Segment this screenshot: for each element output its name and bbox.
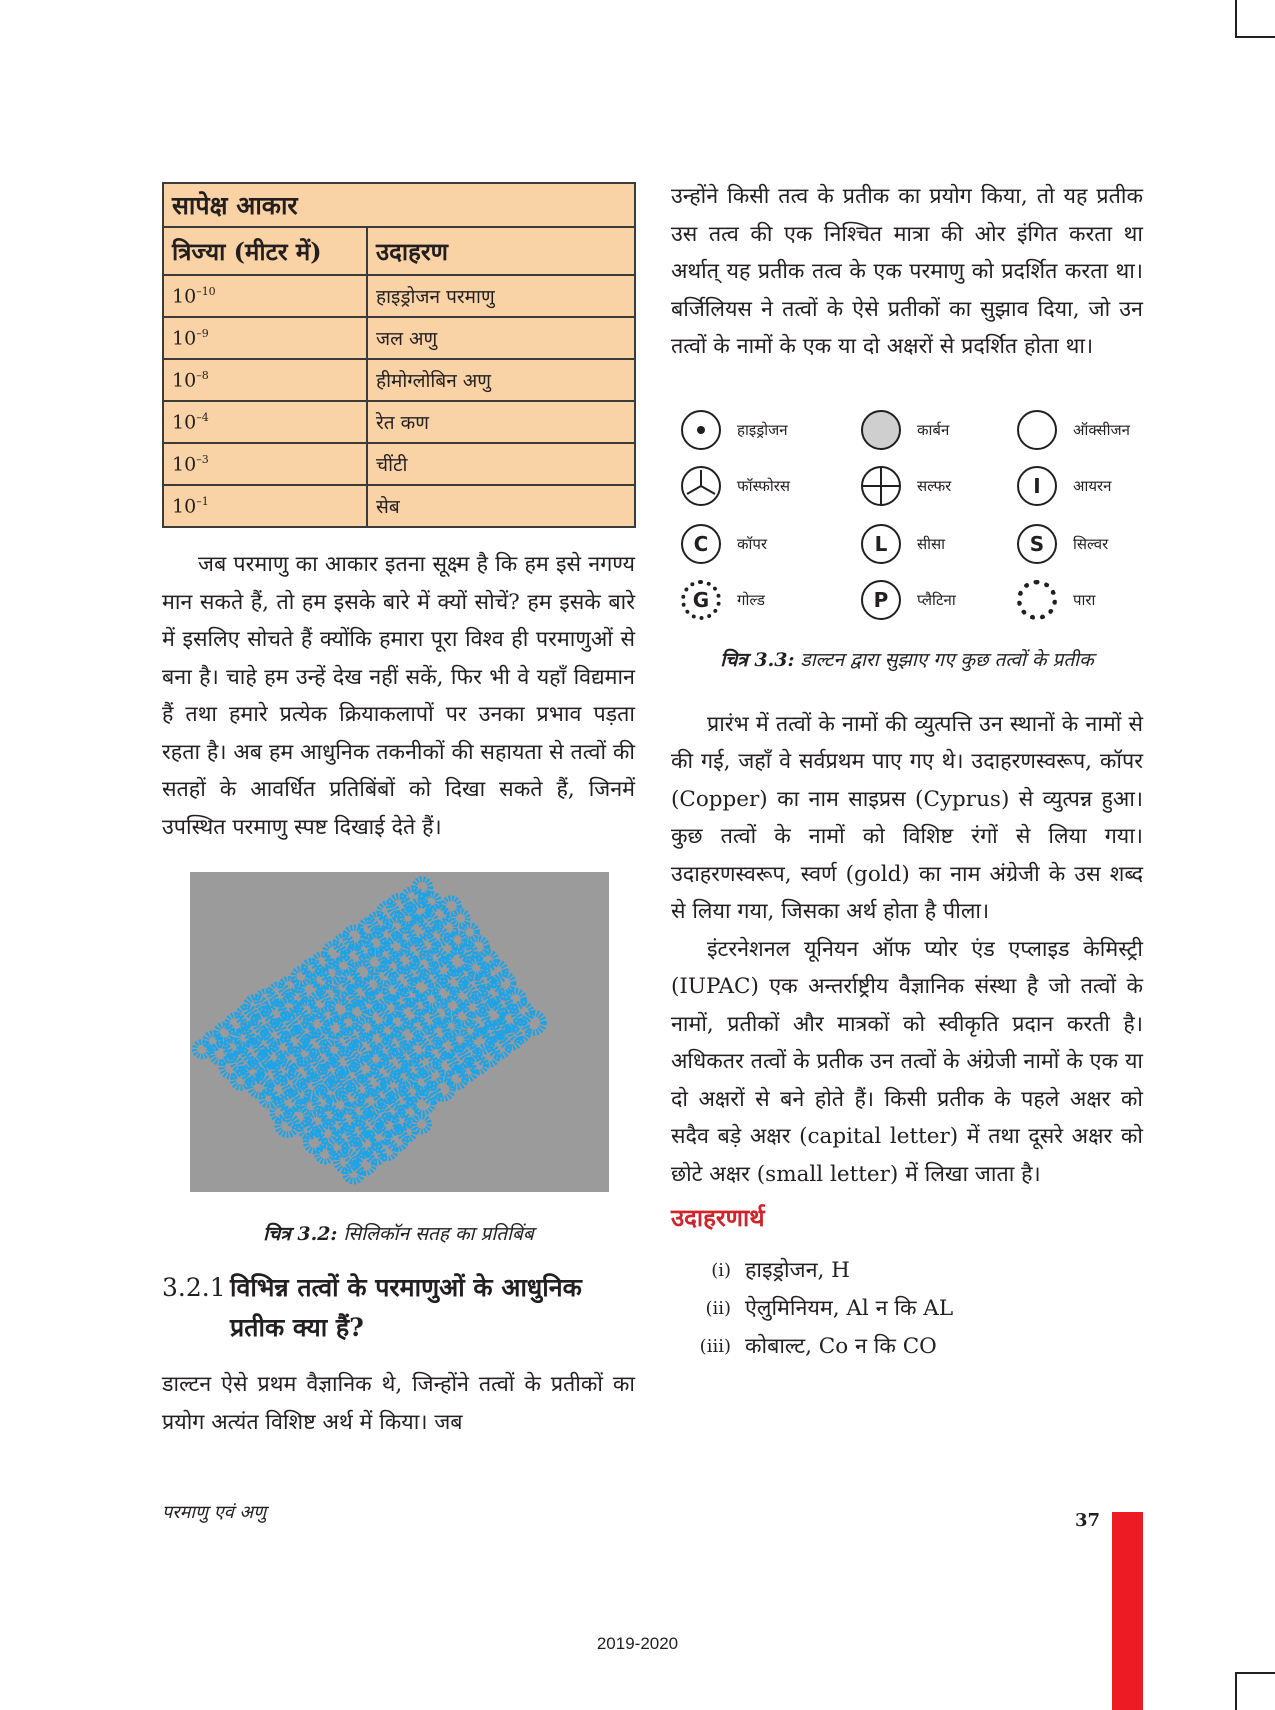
- letter-circle-icon: P: [861, 580, 901, 620]
- symbol-silver: S सिल्वर: [1017, 524, 1108, 564]
- radius-cell: $10^{-8}$: [163, 359, 367, 401]
- symbol-gold: G गोल्ड: [681, 580, 765, 620]
- peace-circle-icon: [681, 466, 721, 506]
- radius-cell: $10^{-1}$: [163, 485, 367, 527]
- symbol-lead: L सीसा: [861, 524, 945, 564]
- left-column: [162, 182, 635, 1441]
- paragraph-dalton: डाल्टन ऐसे प्रथम वैज्ञानिक थे, जिन्होंने तत्वों के प्रतीकों का प्रयोग अत्यंत विशिष्ट अर्थ में किया। जब: [162, 1372, 635, 1435]
- radius-cell: $10^{-3}$: [163, 443, 367, 485]
- filled-circle-icon: [861, 410, 901, 450]
- example-cell: रेत कण: [367, 401, 635, 443]
- table-title: सापेक्ष आकार: [163, 183, 635, 227]
- example-cell: सेब: [367, 485, 635, 527]
- paragraph-iupac: इंटरनेशनल यूनियन ऑफ प्योर एंड एप्लाइड केमिस्ट्री (IUPAC) एक अन्तर्राष्ट्रीय वैज्ञानिक संस्था है जो तत्वों के नामों, प्रतीकों और मात्रकों को स्वीकृति प्रदान करती है। अधिकतर तत्वों के प्रतीक उन तत्वों के अंग्रेजी नामों के एक या दो अक्षरों से बने होते हैं। किसी प्रतीक के पहले अक्षर को सदैव बड़े अक्षर (capital letter) में तथा दूसरे अक्षर को छोटे अक्षर (small letter) में लिखा जाता है।: [671, 936, 1143, 1187]
- radius-cell: $10^{-10}$: [163, 275, 367, 317]
- page-edge-bar: [1112, 1512, 1143, 1710]
- footer-year: 2019-2020: [596, 1634, 679, 1653]
- empty-circle-icon: [1017, 410, 1057, 450]
- table-row: [163, 275, 635, 317]
- section-heading: [162, 1268, 635, 1348]
- list-item: (i) हाइड्रोजन, H: [711, 1258, 850, 1283]
- section-title: विभिन्न तत्वों के परमाणुओं के आधुनिक प्रतीक क्या हैं?: [230, 1273, 582, 1342]
- table-row: [163, 443, 635, 485]
- symbol-hydrogen: हाइड्रोजन: [681, 410, 788, 450]
- symbol-carbon: कार्बन: [861, 410, 949, 450]
- paragraph-berzelius: उन्होंने किसी तत्व के प्रतीक का प्रयोग किया, तो यह प्रतीक उस तत्व की एक निश्चित मात्रा की ओर इंगित करता था अर्थात् यह प्रतीक तत्व के एक परमाणु को प्रदर्शित करता था। बर्जिलियस ने तत्वों के ऐसे प्रतीकों का सुझाव दिया, जो उन तत्वों के नामों के एक या दो अक्षरों से प्रदर्शित होता था।: [671, 184, 1143, 359]
- letter-circle-icon: L: [861, 524, 901, 564]
- atom-rings: [195, 879, 544, 1181]
- page-number: 37: [1075, 1510, 1101, 1531]
- table-row: [163, 485, 635, 527]
- dotted-letter-circle-icon: G: [681, 580, 721, 620]
- relative-size-table: [162, 182, 636, 528]
- table-row: [163, 359, 635, 401]
- radius-cell: $10^{-4}$: [163, 401, 367, 443]
- list-item: (ii) ऐलुमिनियम, Al न कि AL: [705, 1296, 954, 1321]
- cross-circle-icon: [861, 466, 901, 506]
- table-row: [163, 317, 635, 359]
- symbol-phosphorus: फॉस्फोरस: [681, 466, 790, 506]
- figure-3-3-caption: चित्र 3.3: डाल्टन द्वारा सुझाए गए कुछ तत्वों के प्रतीक: [720, 648, 1094, 671]
- radius-cell: $10^{-9}$: [163, 317, 367, 359]
- examples-heading: उदाहरणार्थ: [671, 1203, 765, 1232]
- table-header-example: उदाहरण: [367, 227, 635, 275]
- paragraph-element-names: प्रारंभ में तत्वों के नामों की व्युत्पत्ति उन स्थानों के नामों से की गई, जहाँ वे सर्वप्रथम पाए गए थे। उदाहरणस्वरूप, कॉपर (Copper) का नाम साइप्रस (Cyprus) से व्युत्पन्न हुआ। कुछ तत्वों के नामों को विशिष्ट रंगों से लिया गया। उदाहरणस्वरूप, स्वर्ण (gold) का नाम अंग्रेजी के उस शब्द से लिया गया, जिसका अर्थ होता है पीला।: [671, 711, 1143, 924]
- letter-circle-icon: C: [681, 524, 721, 564]
- symbol-sulphur: सल्फर: [861, 466, 951, 506]
- example-cell: जल अणु: [367, 317, 635, 359]
- silicon-atoms-graphic: [190, 872, 609, 1192]
- example-cell: हाइड्रोजन परमाणु: [367, 275, 635, 317]
- example-cell: चींटी: [367, 443, 635, 485]
- crop-mark-bottom: [1235, 1672, 1275, 1710]
- table-header-radius: त्रिज्या (मीटर में): [163, 227, 367, 275]
- list-item: (iii) कोबाल्ट, Co न कि CO: [699, 1334, 937, 1359]
- letter-circle-icon: S: [1017, 524, 1057, 564]
- example-cell: हीमोग्लोबिन अणु: [367, 359, 635, 401]
- symbol-copper: C कॉपर: [681, 524, 767, 564]
- symbol-mercury: पारा: [1017, 580, 1095, 620]
- symbol-platina: P प्लैटिना: [861, 580, 956, 620]
- dalton-symbols-grid: [671, 400, 1143, 630]
- crop-mark-top: [1235, 0, 1275, 38]
- table-row: [163, 401, 635, 443]
- symbol-oxygen: ऑक्सीजन: [1017, 410, 1130, 450]
- section-number: 3.2.1: [162, 1273, 226, 1302]
- silicon-surface-image: [190, 872, 609, 1192]
- paragraph-atom-size: जब परमाणु का आकार इतना सूक्ष्म है कि हम इसे नगण्य मान सकते हैं, तो हम इसके बारे में क्यों सोचें? हम इसके बारे में इसलिए सोचते हैं क्योंकि हमारा पूरा विश्व ही परमाणुओं से बना है। चाहे हम उन्हें देख नहीं सकें, फिर भी वे यहाँ विद्यमान हैं तथा हमारे प्रत्येक क्रियाकलापों पर उनका प्रभाव पड़ता रहता है। अब हम आधुनिक तकनीकों की सहायता से तत्वों की सतहों के आवर्धित प्रतिबिंबों को दिखा सकते हैं, जिनमें उपस्थित परमाणु स्पष्ट दिखाई देते हैं।: [162, 552, 635, 840]
- symbol-iron: I आयरन: [1017, 466, 1112, 506]
- letter-circle-icon: I: [1017, 466, 1057, 506]
- examples-list: [671, 1252, 1143, 1366]
- dot-circle-icon: [681, 410, 721, 450]
- dotted-circle-icon: [1017, 580, 1057, 620]
- footer-chapter-title: परमाणु एवं अणु: [162, 1502, 267, 1523]
- right-column: [671, 178, 1143, 1366]
- figure-3-2-caption: चित्र 3.2: सिलिकॉन सतह का प्रतिबिंब: [263, 1223, 534, 1245]
